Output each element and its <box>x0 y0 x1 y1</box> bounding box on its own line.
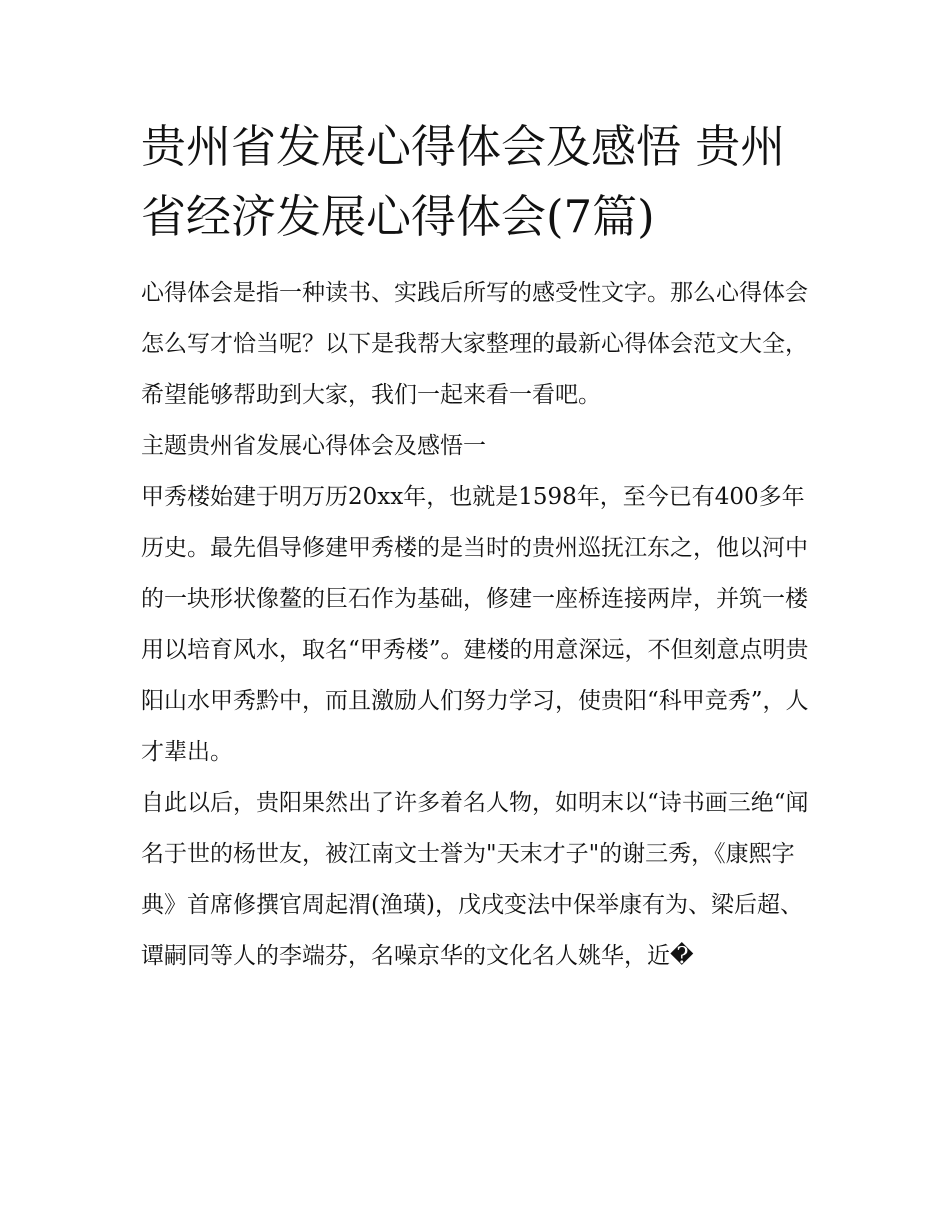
intro-paragraph: 心得体会是指一种读书、实践后所写的感受性文字。那么心得体会怎么写才恰当呢？以下是我帮大家整理的最新心得体会范文大全，希望能够帮助到大家，我们一起来看一看吧。 <box>141 280 808 408</box>
body-paragraph-1: 甲秀楼始建于明万历20xx年，也就是1598年，至今已有400多年历史。最先倡导修建甲秀楼的是当时的贵州巡抚江东之，他以河中的一块形状像鳌的巨石作为基础，修建一座桥连接两岸，并筑一楼用以培育风水，取名“甲秀楼”。建楼的用意深远，不但刻意点明贵阳山水甲秀黔中，而且激励人们努力学习，使贵阳“科甲竞秀”，人才辈出。 <box>141 484 809 765</box>
section-heading: 主题贵州省发展心得体会及感悟一 <box>141 433 486 459</box>
document-title: 贵州省发展心得体会及感悟 贵州省经济发展心得体会(7篇) <box>141 120 786 243</box>
document-body <box>141 112 813 982</box>
body-paragraph-2: 自此以后，贵阳果然出了许多着名人物，如明末以“诗书画三绝“闻名于世的杨世友，被江南文士誉为"天末才子"的谢三秀，《康熙字典》首席修撰官周起渭(渔璜)，戊戌变法中保举康有为、梁后超、谭嗣同等人的李端芬，名噪京华的文化名人姚华，近� <box>141 790 809 969</box>
